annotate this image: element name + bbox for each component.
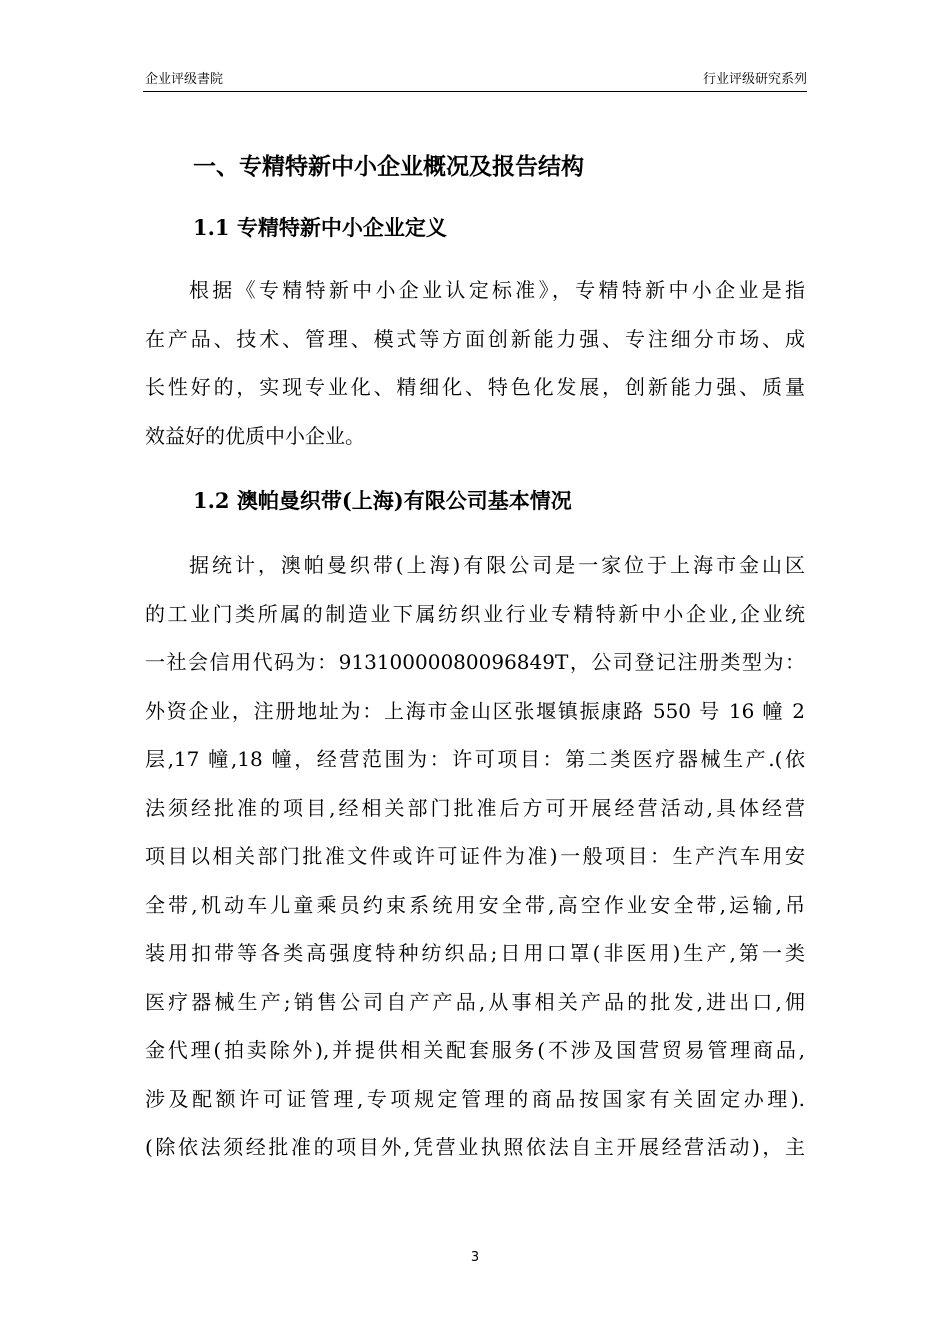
- page-number: 3: [470, 1250, 480, 1265]
- text-line: 根据《专精特新中小企业认定标准》，专精特新中小企业是指: [189, 278, 805, 302]
- subsection-heading-1-2: 1.2 澳帕曼织带(上海)有限公司基本情况: [193, 488, 572, 513]
- text-line: 一社会信用代码为：91310000080096849T，公司登记注册类型为：: [145, 650, 805, 674]
- text-line: 项目以相关部门批准文件或许可证件为准)一般项目：生产汽车用安: [145, 844, 805, 868]
- text-line: (除依法须经批准的项目外,凭营业执照依法自主开展经营活动)，主: [145, 1135, 805, 1159]
- text-line: 层,17 幢,18 幢，经营范围为：许可项目：第二类医疗器械生产.(依: [145, 747, 805, 771]
- text-line: 的工业门类所属的制造业下属纺织业行业专精特新中小企业,企业统: [145, 601, 805, 626]
- text-line: 长性好的，实现专业化、精细化、特色化发展，创新能力强、质量: [145, 375, 805, 399]
- text-line: 效益好的优质中小企业。: [145, 423, 365, 448]
- text-line: 据统计，澳帕曼织带(上海)有限公司是一家位于上海市金山区: [189, 553, 805, 577]
- section-heading: 一、专精特新中小企业概况及报告结构: [193, 154, 584, 180]
- header-left: 企业评级書院: [145, 72, 224, 87]
- text-line: 外资企业，注册地址为：上海市金山区张堰镇振康路 550 号 16 幢 2: [145, 698, 805, 723]
- subsection-heading-1-1: 1.1 专精特新中小企业定义: [193, 215, 447, 240]
- text-line: 涉及配额许可证管理,专项规定管理的商品按国家有关固定办理).: [145, 1086, 805, 1111]
- text-line: 金代理(拍卖除外),并提供相关配套服务(不涉及国营贸易管理商品,: [145, 1038, 805, 1062]
- text-line: 全带,机动车儿童乘员约束系统用安全带,高空作业安全带,运输,吊: [145, 892, 805, 917]
- header-divider: [143, 91, 807, 92]
- header-right: 行业评级研究系列: [702, 72, 807, 87]
- text-line: 医疗器械生产;销售公司自产产品,从事相关产品的批发,进出口,佣: [145, 989, 805, 1014]
- text-line: 装用扣带等各类高强度特种纺织品;日用口罩(非医用)生产,第一类: [145, 941, 805, 965]
- text-line: 法须经批准的项目,经相关部门批准后方可开展经营活动,具体经营: [145, 795, 805, 820]
- text-line: 在产品、技术、管理、模式等方面创新能力强、专注细分市场、成: [145, 326, 805, 351]
